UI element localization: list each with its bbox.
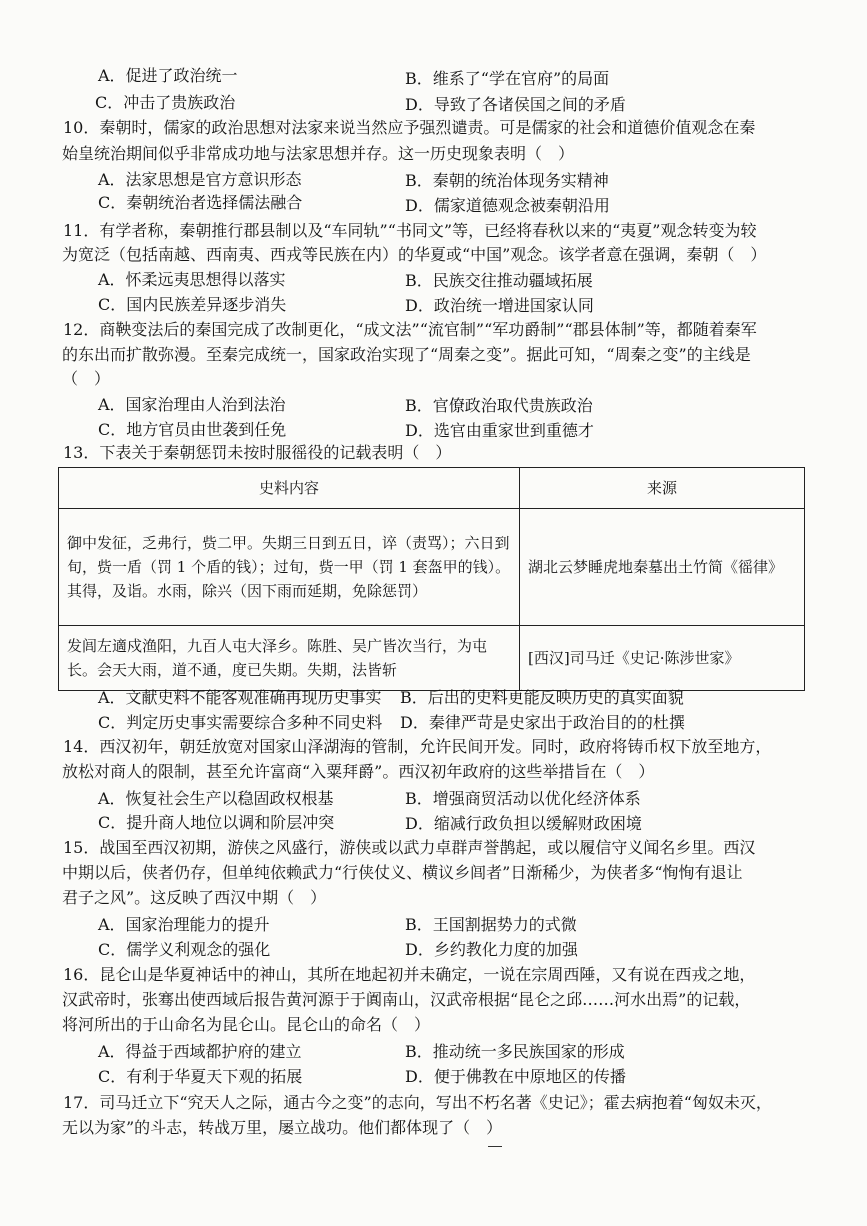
q15-option-c: C．儒学义利观念的强化 <box>98 940 271 959</box>
row1-source: 湖北云梦睡虎地秦墓出土竹简《徭律》 <box>520 509 805 626</box>
q16-stem-line2: 汉武帝时，张骞出使西域后报告黄河源于于阗南山，汉武帝根据“昆仑之邱……河水出焉”的记载， <box>62 990 751 1009</box>
q12-stem-line3: （ ） <box>62 369 111 388</box>
q13-option-c: C．判定历史事实需要综合多种不同史料 <box>98 713 383 732</box>
q15-stem-line3: 君子之风”。这反映了西汉中期（ ） <box>62 888 327 907</box>
q13-source-table <box>58 467 805 691</box>
table-header-row <box>59 468 805 509</box>
q9-option-b: B．维系了“学在官府”的局面 <box>405 69 610 88</box>
q12-option-b: B．官僚政治取代贵族政治 <box>405 396 593 415</box>
q15-option-a: A．国家治理能力的提升 <box>98 915 270 934</box>
q11-option-c: C．国内民族差异逐步消失 <box>98 295 287 314</box>
q11-option-b: B．民族交往推动疆域拓展 <box>405 271 593 290</box>
q11-stem-line2: 为宽泛（包括南越、西南夷、西戎等民族在内）的华夏或“中国”观念。该学者意在强调，秦朝（ ） <box>62 245 767 264</box>
q12-option-a: A．国家治理由人治到法治 <box>98 395 286 414</box>
q16-stem-line3: 将河所出的于山命名为昆仑山。昆仑山的命名（ ） <box>62 1015 431 1034</box>
q10-option-a: A．法家思想是官方意识形态 <box>98 170 302 189</box>
q13-option-d: D．秦律严苛是史家出于政治目的的杜撰 <box>400 713 685 732</box>
q17-stem-line2: 无以为家”的斗志，转战万里，屡立战功。他们都体现了（ ） <box>62 1118 503 1137</box>
q15-option-d: D．乡约教化力度的加强 <box>405 940 578 959</box>
q12-option-d: D．选官由重家世到重德才 <box>405 421 594 440</box>
table-row <box>59 626 805 691</box>
q14-option-a: A．恢复社会生产以稳固政权根基 <box>98 789 334 808</box>
row2-content: 发闾左適戍渔阳，九百人屯大泽乡。陈胜、吴广皆次当行，为屯长。会天大雨，道不通，度已失期。失期，法皆斩 <box>59 626 520 691</box>
q11-option-d: D．政治统一增进国家认同 <box>405 296 594 315</box>
q14-option-c: C．提升商人地位以调和阶层冲突 <box>98 813 335 832</box>
q12-option-c: C．地方官员由世袭到任免 <box>98 420 287 439</box>
q13-stem: 13．下表关于秦朝惩罚未按时服徭役的记载表明（ ） <box>63 443 452 462</box>
page-divider-mark <box>488 1146 502 1147</box>
q10-option-d: D．儒家道德观念被秦朝沿用 <box>405 196 610 215</box>
q16-option-d: D．便于佛教在中原地区的传播 <box>405 1067 626 1086</box>
q15-stem-line2: 中期以后，侠者仍存，但单纯依赖武力“行侠仗义、横议乡闾者”日渐稀少，为侠者多“恂恂有退让 <box>62 863 743 882</box>
row1-content: 御中发征，乏弗行，赀二甲。失期三日到五日，谇（责骂）；六日到旬，赀一盾（罚 1 个盾的钱）；过旬，赀一甲（罚 1 套盔甲的钱）。其得，及诣。水雨，除兴（因下雨而延期，免除惩罚） <box>59 509 520 626</box>
header-source: 来源 <box>520 468 805 509</box>
header-content: 史料内容 <box>59 468 520 509</box>
q10-stem-line2: 始皇统治期间似乎非常成功地与法家思想并存。这一历史现象表明（ ） <box>62 144 575 163</box>
q13-option-a: A．文献史料不能客观准确再现历史事实 <box>98 688 382 707</box>
q10-option-b: B．秦朝的统治体现务实精神 <box>405 171 609 190</box>
q13-option-b: B．后出的史料更能反映历史的真实面貌 <box>400 688 684 707</box>
q17-stem-line1: 17．司马迁立下“究天人之际，通古今之变”的志向，写出不朽名著《史记》；霍去病抱着“匈奴未灭， <box>63 1093 772 1112</box>
q14-stem-line1: 14．西汉初年，朝廷放宽对国家山泽湖海的管制，允许民间开发。同时，政府将铸币权下放至地方， <box>63 737 772 756</box>
q11-stem-line1: 11．有学者称，秦朝推行郡县制以及“车同轨”“书同文”等，已经将春秋以来的“夷夏”观念转变为较 <box>63 221 757 240</box>
q9-option-c: C．冲击了贵族政治 <box>95 93 236 112</box>
q15-option-b: B．王国割据势力的式微 <box>405 915 577 934</box>
q16-stem-line1: 16．昆仑山是华夏神话中的神山，其所在地起初并未确定，一说在宗周西陲，又有说在西戎之地， <box>63 965 756 984</box>
q12-stem-line2: 的东出而扩散弥漫。至秦完成统一，国家政治实现了“周秦之变”。据此可知，“周秦之变”的主线是 <box>62 345 751 364</box>
q14-stem-line2: 放松对商人的限制，甚至允许富商“入粟拜爵”。西汉初年政府的这些举措旨在（ ） <box>62 762 655 781</box>
q16-option-c: C．有利于华夏天下观的拓展 <box>98 1067 303 1086</box>
q10-stem-line1: 10．秦朝时，儒家的政治思想对法家来说当然应予强烈谴责。可是儒家的社会和道德价值观念在秦 <box>63 118 756 137</box>
q11-option-a: A．怀柔远夷思想得以落实 <box>98 270 286 289</box>
q10-option-c: C．秦朝统治者选择儒法融合 <box>98 193 303 212</box>
q12-stem-line1: 12．商鞅变法后的秦国完成了改制更化，“成文法”“流官制”“军功爵制”“郡县体制”等，都随着秦军 <box>63 320 757 339</box>
q15-stem-line1: 15．战国至西汉初期，游侠之风盛行，游侠或以武力卓群声誉鹊起，或以履信守义闻名乡里。西汉 <box>63 838 756 857</box>
q9-option-a: A．促进了政治统一 <box>98 66 238 85</box>
q14-option-d: D．缩减行政负担以缓解财政困境 <box>405 814 642 833</box>
row2-source: [西汉]司马迁《史记·陈涉世家》 <box>520 626 805 691</box>
q14-option-b: B．增强商贸活动以优化经济体系 <box>405 789 641 808</box>
q16-option-a: A．得益于西域都护府的建立 <box>98 1042 302 1061</box>
q16-option-b: B．推动统一多民族国家的形成 <box>405 1042 625 1061</box>
table-row <box>59 509 805 626</box>
q9-option-d: D．导致了各诸侯国之间的矛盾 <box>405 95 626 114</box>
